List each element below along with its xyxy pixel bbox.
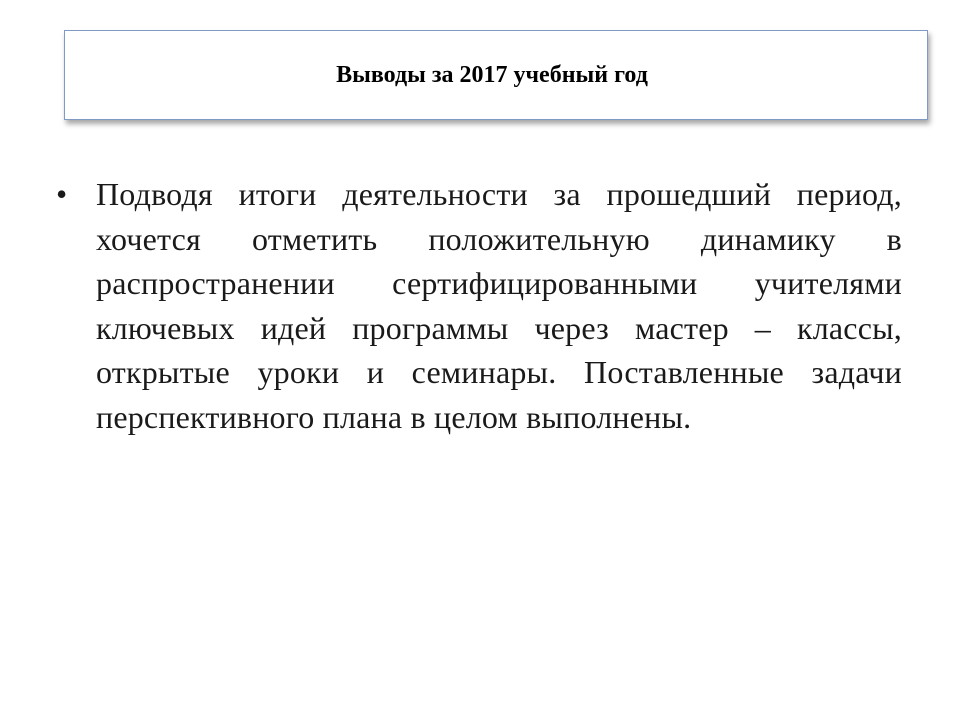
bullet-marker: •: [56, 176, 68, 212]
bullet-text: Подводя итоги деятельности за прошедший период, хочется отметить положительную динамику в распространении сертифицированными учителями ключевых идей программы через мастер – классы, открытые уроки и семинары. Поставленные задачи перспективного плана в целом выполнены.: [96, 176, 902, 435]
title-box: [64, 30, 928, 120]
bullet-list: [56, 172, 902, 439]
slide-title: Выводы за 2017 учебный год: [336, 61, 648, 88]
bullet-item: [56, 172, 902, 439]
